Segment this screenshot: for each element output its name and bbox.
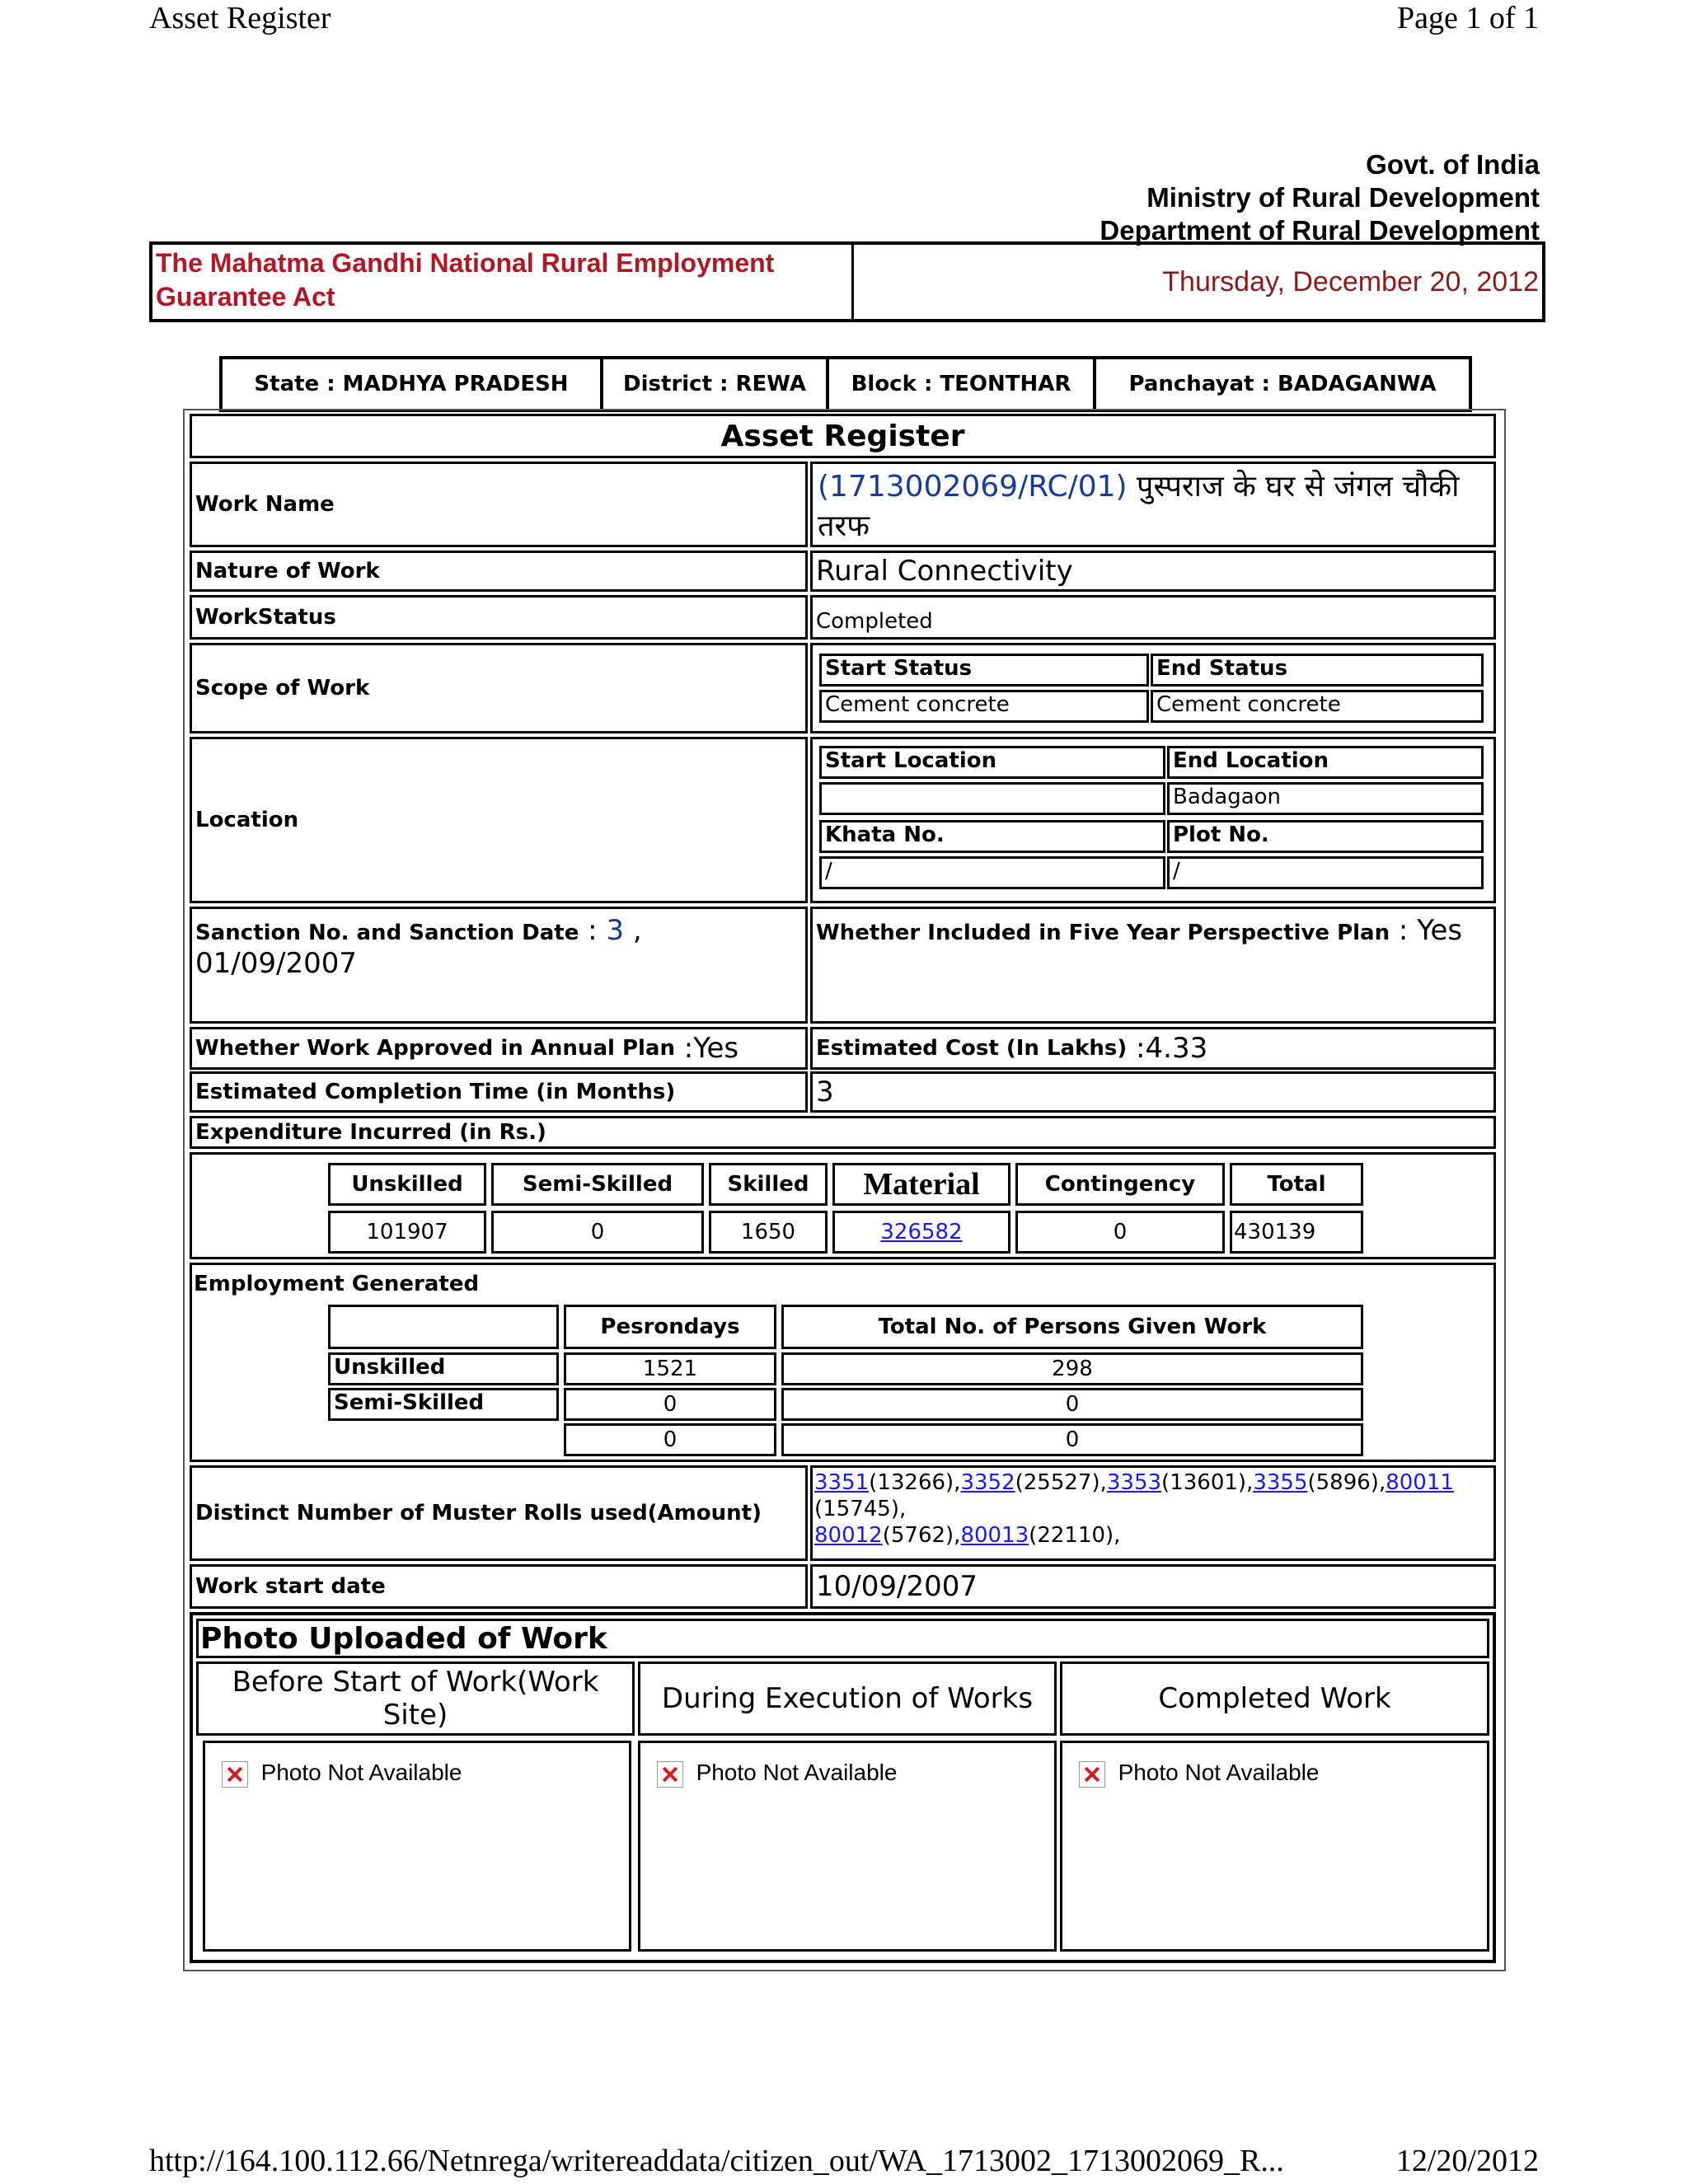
photo-not-available-text: Photo Not Available bbox=[1118, 1760, 1320, 1785]
district-cell: District : REWA bbox=[603, 359, 829, 409]
muster-label: Distinct Number of Muster Rolls used(Amount) bbox=[190, 1465, 808, 1561]
photos-title: Photo Uploaded of Work bbox=[196, 1619, 1489, 1658]
khata-value: / bbox=[819, 856, 1165, 889]
state-cell: State : MADHYA PRADESH bbox=[223, 359, 603, 409]
photo-col-during-header: During Execution of Works bbox=[638, 1661, 1057, 1736]
est-cost-label: Estimated Cost (In Lakhs) bbox=[816, 1036, 1128, 1061]
muster-roll-link[interactable]: 80011 bbox=[1386, 1470, 1454, 1495]
muster-roll-amount: (13601), bbox=[1161, 1470, 1254, 1495]
status-label: WorkStatus bbox=[190, 595, 808, 640]
exp-header-unskilled: Unskilled bbox=[328, 1163, 486, 1206]
photo-col-completed-header: Completed Work bbox=[1060, 1661, 1489, 1736]
photo-not-available-text: Photo Not Available bbox=[260, 1760, 462, 1785]
exp-value-material-link[interactable]: 326582 bbox=[880, 1220, 963, 1244]
asset-register-table bbox=[183, 409, 1506, 1971]
muster-roll-link[interactable]: 3355 bbox=[1253, 1470, 1308, 1495]
end-status-value: Cement concrete bbox=[1151, 690, 1484, 723]
govt-heading bbox=[1100, 148, 1540, 247]
muster-roll-link[interactable]: 3352 bbox=[960, 1470, 1015, 1495]
photo-before-frame bbox=[203, 1741, 631, 1952]
est-time-value: 3 bbox=[810, 1071, 1496, 1113]
employment-corner bbox=[328, 1305, 559, 1349]
work-name-label: Work Name bbox=[190, 462, 808, 547]
scope-label: Scope of Work bbox=[190, 643, 808, 733]
exp-header-skilled: Skilled bbox=[709, 1163, 828, 1206]
exp-value-unskilled: 101907 bbox=[328, 1211, 486, 1254]
muster-line-3 bbox=[814, 1522, 1492, 1549]
exp-value-skilled: 1650 bbox=[709, 1211, 828, 1254]
status-value: Completed bbox=[810, 595, 1496, 640]
plot-value: / bbox=[1167, 856, 1484, 889]
start-location-label: Start Location bbox=[819, 746, 1165, 779]
govt-line-2: Ministry of Rural Development bbox=[1146, 182, 1540, 213]
exp-value-contingency: 0 bbox=[1015, 1211, 1225, 1254]
muster-roll-link[interactable]: 3353 bbox=[1106, 1470, 1162, 1495]
nature-value: Rural Connectivity bbox=[810, 551, 1496, 592]
location-cell bbox=[810, 737, 1496, 903]
govt-line-3: Department of Rural Development bbox=[1100, 215, 1540, 246]
employment-row-persondays bbox=[564, 1423, 776, 1456]
expenditure-cell bbox=[190, 1152, 1496, 1259]
work-start-value: 10/09/2007 bbox=[810, 1564, 1496, 1609]
register-title: Asset Register bbox=[190, 414, 1496, 458]
khata-label: Khata No. bbox=[819, 820, 1165, 853]
act-banner bbox=[149, 241, 1545, 322]
photos-section bbox=[190, 1612, 1496, 1963]
annual-plan-value: Yes bbox=[693, 1032, 739, 1065]
exp-header-semi-skilled: Semi-Skilled bbox=[491, 1163, 704, 1206]
employment-header-persondays: Pesrondays bbox=[564, 1305, 776, 1349]
muster-roll-amount: (5762), bbox=[882, 1523, 961, 1548]
broken-image-icon bbox=[1079, 1761, 1105, 1788]
photo-during-frame bbox=[638, 1741, 1057, 1952]
employment-row-persons: 0 bbox=[781, 1388, 1363, 1421]
scope-cell bbox=[810, 643, 1496, 733]
start-status-value: Cement concrete bbox=[819, 690, 1149, 723]
exp-value-total: 430139 bbox=[1230, 1211, 1363, 1254]
panchayat-cell: Panchayat : BADAGANWA bbox=[1128, 372, 1437, 396]
employment-row-label: Unskilled bbox=[328, 1352, 559, 1385]
employment-row-label: Semi-Skilled bbox=[328, 1388, 559, 1421]
photo-during-placeholder bbox=[657, 1760, 897, 1788]
employment-cell bbox=[190, 1263, 1496, 1462]
annual-plan-cell: Whether Work Approved in Annual Plan : Yes bbox=[190, 1027, 808, 1070]
photo-before-placeholder bbox=[222, 1760, 462, 1788]
perspective-label: Whether Included in Five Year Perspective Plan bbox=[816, 921, 1390, 945]
location-bar bbox=[219, 356, 1472, 412]
perspective-cell: Whether Included in Five Year Perspective Plan : Yes bbox=[810, 907, 1496, 1024]
exp-value-semi-skilled: 0 bbox=[491, 1211, 704, 1254]
footer-date: 12/20/2012 bbox=[1395, 2144, 1539, 2178]
est-cost-cell: Estimated Cost (In Lakhs) : 4.33 bbox=[810, 1027, 1496, 1070]
muster-roll-amount: (25527), bbox=[1015, 1470, 1107, 1495]
start-location-value bbox=[819, 782, 1165, 815]
plot-label: Plot No. bbox=[1167, 820, 1484, 853]
muster-cell bbox=[810, 1465, 1496, 1561]
photo-completed-placeholder bbox=[1079, 1760, 1319, 1788]
muster-roll-link[interactable]: 3351 bbox=[814, 1470, 870, 1495]
broken-image-icon bbox=[222, 1761, 248, 1788]
end-location-label: End Location bbox=[1167, 746, 1484, 779]
exp-header-contingency: Contingency bbox=[1015, 1163, 1225, 1206]
exp-value-material-cell bbox=[832, 1211, 1010, 1254]
work-start-label: Work start date bbox=[190, 1564, 808, 1609]
footer-url: http://164.100.112.66/Netnrega/writereaddata/citizen_out/WA_1713002_1713002069_R... bbox=[149, 2144, 1284, 2178]
muster-roll-link[interactable]: 80013 bbox=[960, 1523, 1029, 1548]
sanction-no: 3 bbox=[606, 914, 625, 947]
govt-line-1: Govt. of India bbox=[1366, 149, 1540, 180]
perspective-value: Yes bbox=[1417, 914, 1463, 947]
employment-title: Employment Generated bbox=[194, 1272, 480, 1296]
work-code: (1713002069/RC/01) bbox=[818, 470, 1128, 504]
muster-line-1 bbox=[814, 1469, 1492, 1496]
page-header-title: Asset Register bbox=[149, 1, 331, 35]
employment-row-persondays-text: 0 bbox=[663, 1427, 678, 1452]
muster-roll-amount: (15745), bbox=[814, 1497, 907, 1521]
location-label: Location bbox=[190, 737, 808, 903]
work-name-text: पुस्पराज के घर से जंगल चौकी तरफ bbox=[818, 470, 1460, 543]
employment-row-persondays: 0 bbox=[564, 1388, 776, 1421]
report-date: Thursday, December 20, 2012 bbox=[1162, 265, 1539, 298]
muster-roll-link[interactable]: 80012 bbox=[814, 1523, 883, 1548]
exp-header-material: Material bbox=[832, 1163, 1010, 1206]
exp-header-total: Total bbox=[1230, 1163, 1363, 1206]
muster-roll-amount: (5896), bbox=[1307, 1470, 1386, 1495]
page-number: Page 1 of 1 bbox=[1396, 1, 1539, 35]
end-location-value: Badagaon bbox=[1167, 782, 1484, 815]
sanction-date: 01/09/2007 bbox=[195, 947, 357, 980]
sanction-cell: Sanction No. and Sanction Date : 3 , 01/09/2007 bbox=[190, 907, 808, 1024]
muster-roll-amount: (13266), bbox=[869, 1470, 961, 1495]
employment-row-persons: 0 bbox=[781, 1423, 1363, 1456]
end-status-label: End Status bbox=[1151, 654, 1484, 687]
muster-roll-amount: (22110), bbox=[1029, 1523, 1121, 1548]
est-time-label: Estimated Completion Time (in Months) bbox=[190, 1071, 808, 1113]
est-cost-value: 4.33 bbox=[1145, 1032, 1208, 1065]
nature-label: Nature of Work bbox=[190, 551, 808, 592]
photo-not-available-text: Photo Not Available bbox=[696, 1760, 898, 1785]
muster-line-2 bbox=[814, 1496, 1492, 1522]
start-status-label: Start Status bbox=[819, 654, 1149, 687]
annual-plan-label: Whether Work Approved in Annual Plan bbox=[195, 1036, 675, 1061]
employment-row-persondays: 1521 bbox=[564, 1352, 776, 1385]
block-cell: Block : TEONTHAR bbox=[829, 359, 1096, 409]
sanction-label: Sanction No. and Sanction Date bbox=[195, 921, 579, 945]
photo-completed-frame bbox=[1060, 1741, 1489, 1952]
act-title: The Mahatma Gandhi National Rural Employment Guarantee Act bbox=[152, 245, 854, 319]
employment-row-persons: 298 bbox=[781, 1352, 1363, 1385]
broken-image-icon bbox=[657, 1761, 683, 1788]
work-name-cell bbox=[810, 462, 1496, 547]
photo-col-before-header: Before Start of Work(Work Site) bbox=[196, 1661, 635, 1736]
employment-header-persons: Total No. of Persons Given Work bbox=[781, 1305, 1363, 1349]
expenditure-label: Expenditure Incurred (in Rs.) bbox=[190, 1116, 1496, 1149]
